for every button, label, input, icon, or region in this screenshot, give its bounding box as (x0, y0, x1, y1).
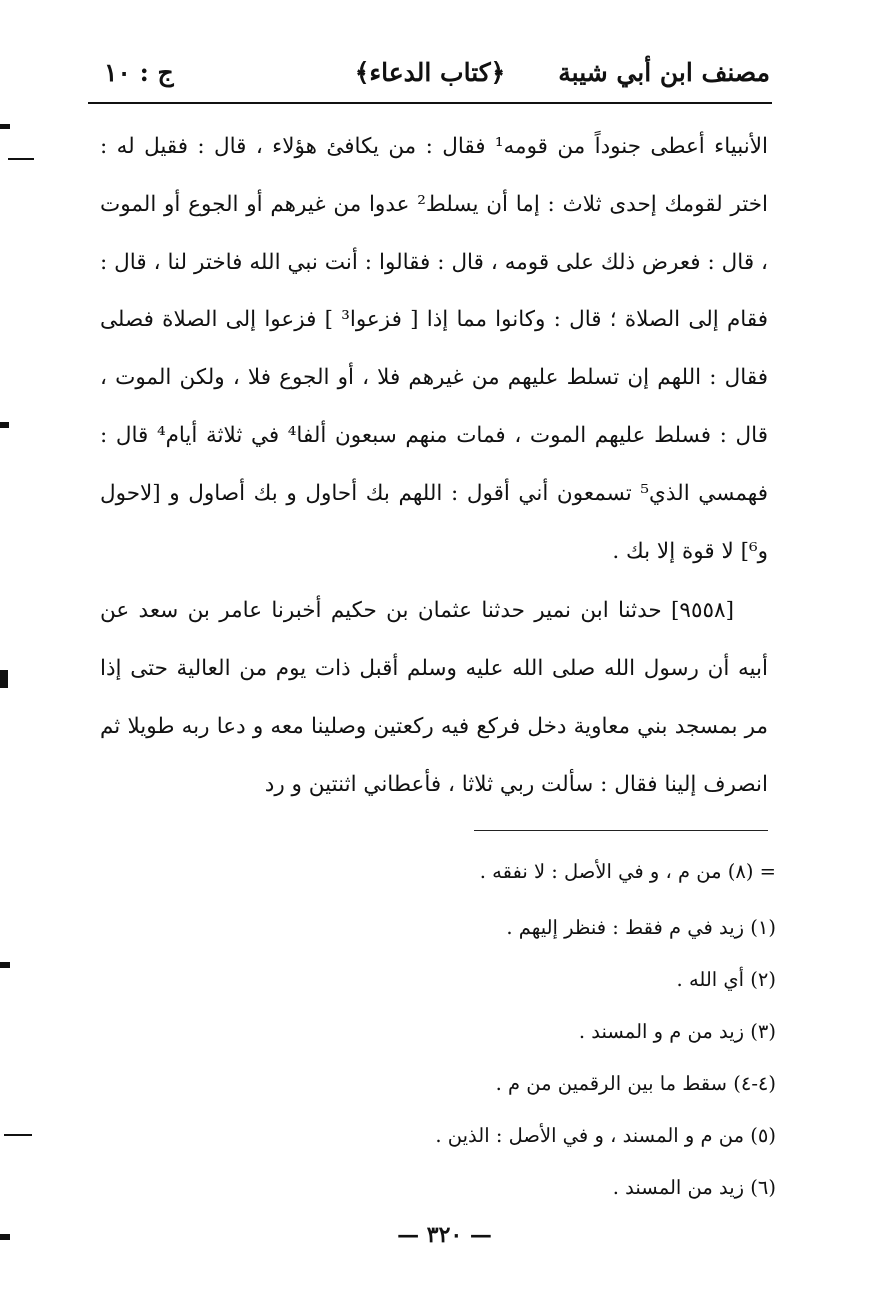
scan-mark (8, 158, 34, 160)
scan-mark (0, 670, 8, 688)
scan-mark (0, 1234, 10, 1240)
chapter-title: ﴿كتاب الدعاء﴾ (354, 58, 506, 87)
footnote-6: (٦) زيد من المسند . (612, 1176, 776, 1199)
book-title: مصنف ابن أبي شيبة (558, 58, 770, 87)
page-header (90, 52, 770, 100)
page-number: — ٣٢٠ — (397, 1222, 492, 1248)
footnote-4: (٤-٤) سقط ما بين الرقمين من م . (495, 1072, 776, 1095)
main-text (100, 118, 768, 814)
scan-mark (4, 1134, 32, 1136)
header-rule (88, 102, 772, 104)
footnotes (100, 846, 776, 1214)
paragraph-hadith-9558: [٩٥٥٨] حدثنا ابن نمير حدثنا عثمان بن حكيم أخبرنا عامر بن سعد عن أبيه أن رسول الله صلى الله عليه وسلم أقبل ذات يوم من العالية حتى إذا مر بمسجد بني معاوية دخل فركع فيه ركعتين وصلينا معه و دعا ربه طويلا ثم انصرف إلينا فقال : سألت ربي ثلاثا ، فأعطاني اثنتين و رد (100, 598, 768, 797)
paragraph-1: الأنبياء أعطى جنوداً من قومه¹ فقال : من يكافئ هؤلاء ، قال : فقيل له : اختر لقومك إحدى ثلاث : إما أن يسلط² عدوا من غيرهم أو الجوع أو الموت ، قال : فعرض ذلك على قومه ، قال : فقالوا : أنت نبي الله فاختر لنا ، قال : فقام إلى الصلاة ؛ قال : وكانوا مما إذا [ فزعوا³ ] فزعوا إلى الصلاة فصلى فقال : اللهم إن تسلط عليهم من غيرهم فلا ، أو الجوع فلا ، ولكن الموت ، قال : فسلط عليهم الموت ، فمات منهم سبعون ألفا⁴ في ثلاثة أيام⁴ قال : فهمسي الذي⁵ تسمعون أني أقول : اللهم بك أحاول و بك أصاول و [لاحول و⁶] لا قوة إلا بك . (100, 134, 768, 564)
scan-mark (0, 422, 9, 428)
volume-number: ج : ١٠ (104, 58, 174, 87)
footnote-carryover: = (٨) من م ، و في الأصل : لا نفقه . (479, 860, 776, 883)
footnote-5: (٥) من م و المسند ، و في الأصل : الذين . (435, 1124, 776, 1147)
footnote-rule (474, 830, 768, 831)
scan-mark (0, 124, 10, 129)
footnote-1: (١) زيد في م فقط : فنظر إليهم . (506, 916, 776, 939)
footnote-2: (٢) أي الله . (676, 968, 776, 991)
footnote-3: (٣) زيد من م و المسند . (578, 1020, 776, 1043)
scan-mark (0, 962, 10, 968)
